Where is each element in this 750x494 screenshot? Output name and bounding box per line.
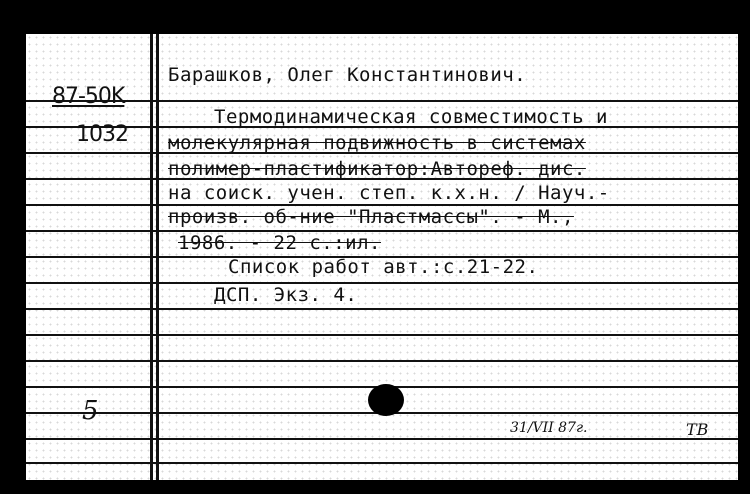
description-line-6: 1986. - 22 с.:ил. [178, 232, 381, 254]
ruled-line [26, 100, 738, 102]
date-note: 31/VII 87г. [510, 420, 588, 436]
ruled-line [26, 308, 738, 310]
description-line-3: полимер-пластификатор:Автореф. дис. [168, 158, 586, 180]
ruled-line [26, 230, 738, 232]
ruled-line [26, 438, 738, 440]
author-heading: Барашков, Олег Константинович. [168, 64, 527, 86]
ruled-line [26, 282, 738, 284]
description-line-7: Список работ авт.:с.21-22. [228, 256, 539, 278]
punch-hole [368, 384, 404, 416]
margin-line-left [150, 34, 153, 480]
ruled-line [26, 360, 738, 362]
description-line-1: Термодинамическая совместимость и [214, 106, 608, 128]
description-line-8: ДСП. Экз. 4. [214, 284, 358, 306]
initials-note: ТВ [686, 420, 709, 439]
shelf-mark-1: 87-50K [52, 84, 125, 109]
handwritten-number: 5 [82, 396, 99, 426]
margin-line-right [156, 34, 159, 480]
catalog-card [26, 34, 738, 480]
description-line-2: молекулярная подвижность в системах [168, 132, 586, 154]
description-line-4: на соиск. учен. степ. к.х.н. / Науч.- [168, 182, 610, 204]
shelf-mark-2: 1032 [76, 122, 128, 147]
description-line-5: произв. об-ние "Пластмассы". - М., [168, 206, 574, 228]
ruled-line [26, 334, 738, 336]
ruled-line [26, 462, 738, 464]
